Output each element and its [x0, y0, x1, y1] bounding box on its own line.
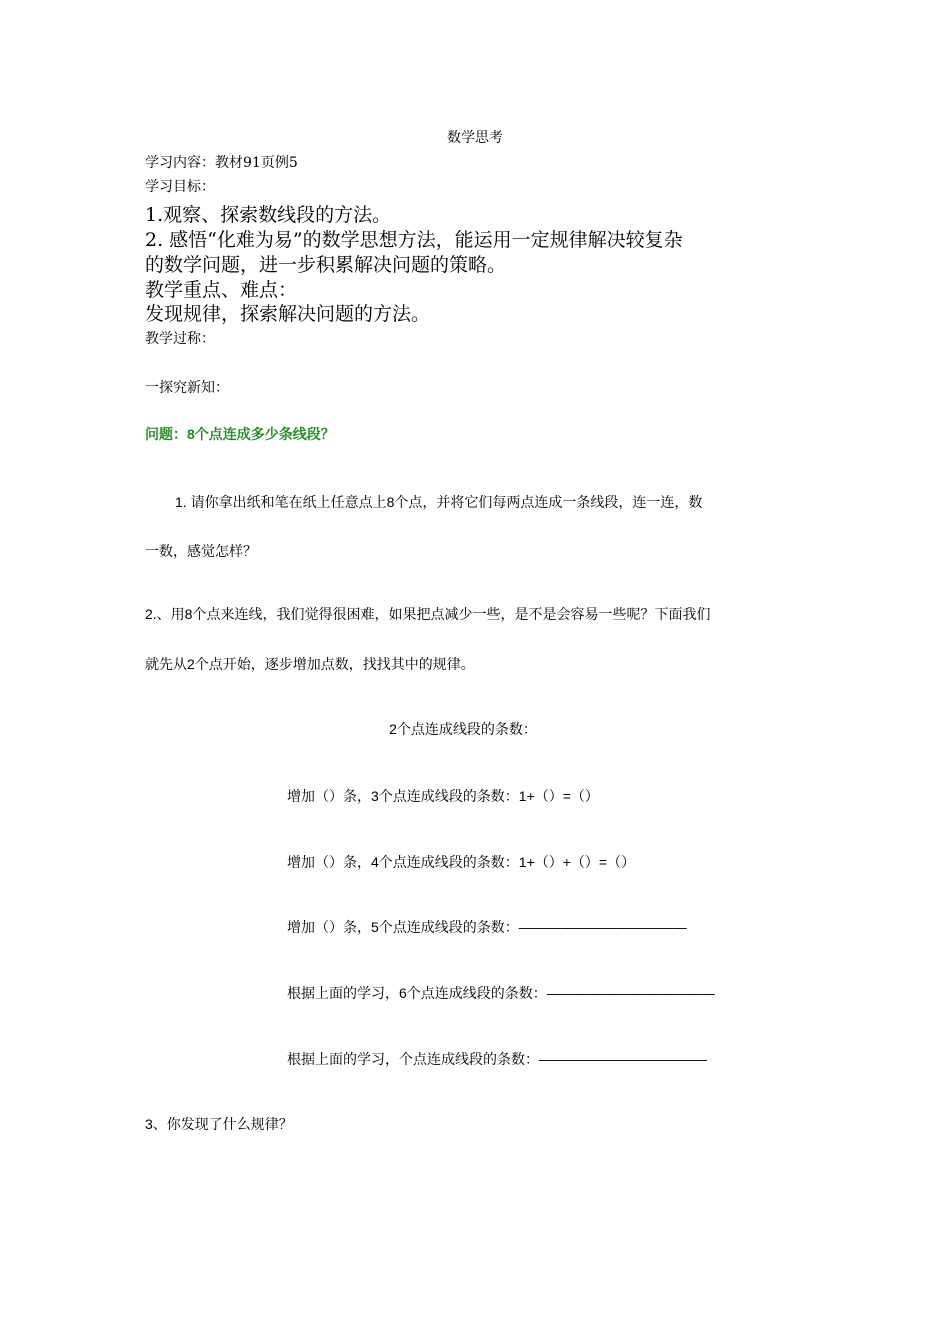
exercise-5-points: 增加（）条，5个点连成线段的条数：————————————	[287, 919, 687, 935]
exercise-4-points: 增加（）条，4个点连成线段的条数：1+（）+（）=（）	[287, 854, 636, 870]
exercise-2-points: 2个点连成线段的条数：	[389, 721, 537, 737]
section-heading: 一探究新知：	[145, 380, 229, 396]
step-2-line-2: 就先从2个点开始，逐步增加点数，找找其中的规律。	[145, 656, 475, 672]
goals-label: 学习目标：	[145, 179, 215, 195]
step-3: 3、你发现了什么规律？	[145, 1116, 293, 1132]
page-title: 数学思考	[447, 130, 503, 146]
goal-1: 1.观察、探索数线段的方法。	[145, 204, 392, 226]
process-label: 教学过称：	[145, 331, 215, 347]
learning-content: 学习内容：教材91页例5	[145, 155, 298, 171]
key-points-label: 教学重点、难点：	[145, 279, 298, 301]
step-1-line-1: 1. 请你拿出纸和笔在纸上任意点上8个点，并将它们每两点连成一条线段，连一连，数	[175, 494, 703, 510]
goal-2-line-2: 的数学问题，进一步积累解决问题的策略。	[145, 254, 507, 276]
question: 问题：8个点连成多少条线段？	[145, 426, 335, 442]
step-2-line-1: 2.、用8个点来连线，我们觉得很困难，如果把点减少一些，是不是会容易一些呢？下面我们	[145, 606, 711, 622]
exercise-n-points: 根据上面的学习，个点连成线段的条数：————————————	[287, 1051, 707, 1067]
exercise-3-points: 增加（）条，3个点连成线段的条数：1+（）=（）	[287, 788, 599, 804]
key-points-text: 发现规律，探索解决问题的方法。	[145, 303, 431, 325]
exercise-6-points: 根据上面的学习，6个点连成线段的条数：————————————	[287, 985, 715, 1001]
step-1-line-2: 一数，感觉怎样？	[145, 543, 257, 559]
goal-2-line-1: 2. 感悟“化难为易”的数学思想方法，能运用一定规律解决较复杂	[145, 229, 683, 251]
